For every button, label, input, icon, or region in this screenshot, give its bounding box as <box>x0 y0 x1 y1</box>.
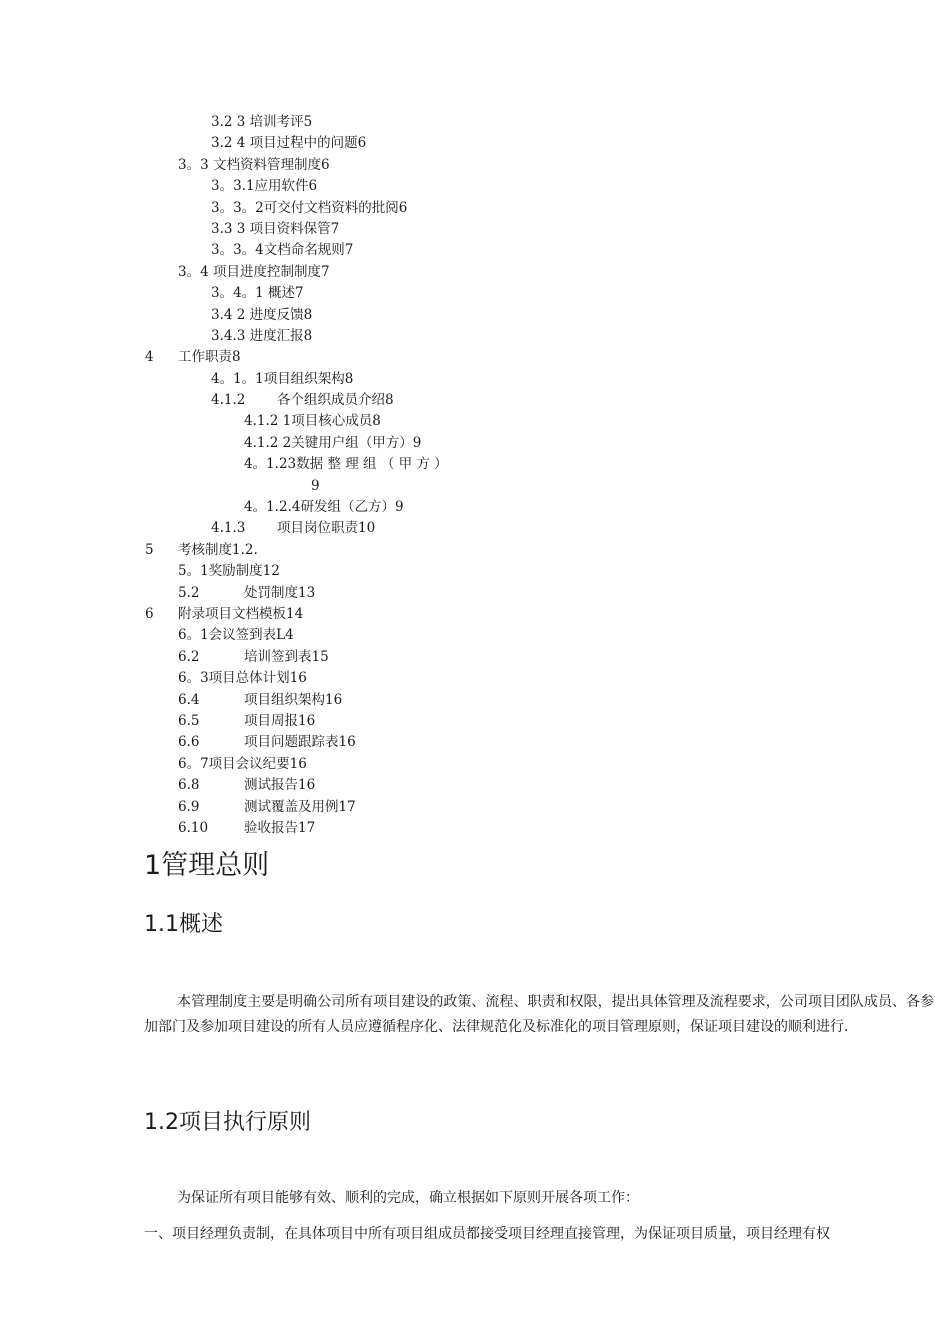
toc-entry <box>0 754 950 775</box>
toc-entry <box>0 240 950 261</box>
toc-entry-title: 3.4.3 进度汇报8 <box>211 327 313 344</box>
table-of-contents <box>0 112 950 839</box>
toc-entry <box>0 732 950 753</box>
toc-entry <box>0 347 950 368</box>
toc-entry-number: 6.6 <box>178 734 200 751</box>
heading-execution-principles: 1.2项目执行原则 <box>144 1110 311 1135</box>
principles-intro-paragraph: 为保证所有项目能够有效、顺利的完成，确立根据如下原则开展各项工作： <box>177 1190 639 1206</box>
toc-entry <box>0 476 950 497</box>
toc-entry-title: 项目岗位职责10 <box>277 520 376 537</box>
toc-entry-title: 3。4。1 概述7 <box>211 285 304 302</box>
toc-entry <box>0 411 950 432</box>
toc-entry <box>0 112 950 133</box>
toc-entry-title: 处罚制度13 <box>244 584 316 601</box>
toc-entry <box>0 497 950 518</box>
toc-entry-title: 验收报告17 <box>244 819 316 836</box>
toc-entry-title: 各个组织成员介绍8 <box>277 392 394 409</box>
toc-entry <box>0 625 950 646</box>
toc-entry-number: 6.8 <box>178 777 200 794</box>
toc-entry <box>0 604 950 625</box>
toc-entry-number: 6.5 <box>178 712 200 729</box>
toc-entry-title: 5。1奖励制度12 <box>178 563 280 580</box>
toc-entry <box>0 668 950 689</box>
toc-entry-page-number: 9 <box>311 477 320 494</box>
toc-entry-title: 3。3。2可交付文档资料的批阅6 <box>211 199 408 216</box>
toc-entry <box>0 176 950 197</box>
toc-entry-title: 测试覆盖及用例17 <box>244 798 356 815</box>
toc-entry-title: 培训签到表15 <box>244 648 329 665</box>
overview-paragraph: 本管理制度主要是明确公司所有项目建设的政策、流程、职责和权限，提出具体管理及流程要求，公司项目团队成员、各参加部门及参加项目建设的所有人员应遵循程序化、法律规范化及标准化的项目管理原则，保证项目建设的顺利进行. <box>144 994 934 1035</box>
heading-management-general: 1管理总则 <box>144 850 270 881</box>
heading-overview: 1.1概述 <box>144 912 223 937</box>
toc-entry-title: 6。7项目会议纪要16 <box>178 755 307 772</box>
toc-entry-number: 6.4 <box>178 691 200 708</box>
toc-entry-title: 6。3项目总体计划16 <box>178 670 307 687</box>
toc-entry <box>0 305 950 326</box>
toc-entry-title: 3.2 3 培训考评5 <box>211 114 313 130</box>
toc-entry <box>0 433 950 454</box>
toc-entry-title: 项目问题跟踪表16 <box>244 734 356 751</box>
toc-entry <box>0 262 950 283</box>
toc-entry <box>0 540 950 561</box>
toc-entry-number: 4.1.2 <box>211 392 246 409</box>
toc-entry-title: 6。1会议签到表L4 <box>178 627 294 644</box>
toc-entry <box>0 690 950 711</box>
toc-entry-title: 测试报告16 <box>244 777 316 794</box>
toc-entry-title: 4。1.23数据 整 理 组 （ 甲 方 ） <box>244 456 448 473</box>
toc-entry-title: 项目周报16 <box>244 712 316 729</box>
toc-entry <box>0 775 950 796</box>
toc-entry <box>0 198 950 219</box>
toc-entry-number: 6.2 <box>178 648 200 665</box>
toc-entry-title: 4.1.2 1项目核心成员8 <box>244 413 381 430</box>
toc-entry-title: 附录项目文档模板14 <box>178 605 304 622</box>
toc-entry <box>0 647 950 668</box>
toc-entry-title: 工作职责8 <box>178 349 241 366</box>
principle-item-1: 一、项目经理负责制，在具体项目中所有项目组成员都接受项目经理直接管理，为保证项目质量，项目经理有权 <box>144 1226 830 1242</box>
toc-entry-title: 3.4 2 进度反馈8 <box>211 306 313 323</box>
toc-entry <box>0 518 950 539</box>
toc-entry-number: 5 <box>145 541 154 558</box>
toc-entry-title: 3.2 4 项目过程中的问题6 <box>211 135 367 152</box>
toc-entry <box>0 583 950 604</box>
toc-entry <box>0 369 950 390</box>
toc-entry <box>0 454 950 475</box>
toc-entry <box>0 818 950 839</box>
toc-entry-title: 4。1。1项目组织架构8 <box>211 370 354 387</box>
toc-entry-number: 4.1.3 <box>211 520 246 537</box>
toc-entry-number: 5.2 <box>178 584 200 601</box>
toc-entry <box>0 155 950 176</box>
toc-entry <box>0 711 950 732</box>
toc-entry-title: 3。3.1应用软件6 <box>211 178 318 195</box>
toc-entry-number: 6 <box>145 605 154 622</box>
toc-entry-title: 3。4 项目进度控制制度7 <box>178 263 330 280</box>
toc-entry <box>0 326 950 347</box>
toc-entry <box>0 390 950 411</box>
toc-entry <box>0 219 950 240</box>
toc-entry-number: 6.9 <box>178 798 200 815</box>
toc-entry <box>0 797 950 818</box>
toc-entry-title: 3。3 文档资料管理制度6 <box>178 156 330 173</box>
toc-entry-title: 考核制度1.2. <box>178 541 258 558</box>
toc-entry <box>0 133 950 154</box>
toc-entry-number: 6.10 <box>178 819 209 836</box>
toc-entry-title: 4.1.2 2关键用户组（甲方）9 <box>244 434 422 451</box>
toc-entry-title: 3。3。4文档命名规则7 <box>211 242 354 259</box>
toc-entry <box>0 283 950 304</box>
toc-entry <box>0 561 950 582</box>
toc-entry-title: 项目组织架构16 <box>244 691 343 708</box>
toc-entry-number: 4 <box>145 349 154 366</box>
toc-entry-title: 4。1.2.4研发组（乙方）9 <box>244 499 404 516</box>
toc-entry-title: 3.3 3 项目资料保管7 <box>211 220 340 237</box>
